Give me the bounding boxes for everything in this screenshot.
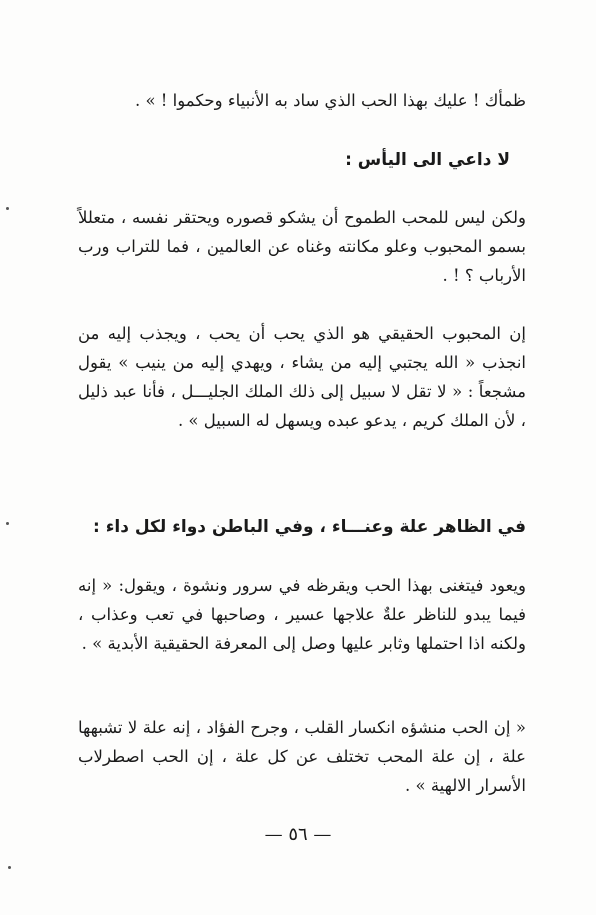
opening-line [78, 86, 526, 115]
paragraph-4 [78, 713, 526, 800]
paragraph-1 [78, 203, 526, 290]
section-heading-outward-inward: في الظاهر علة وعنـــاء ، وفي الباطن دواء لكل داء : [92, 517, 526, 537]
opening-line-text: ظمأك ! عليك بهذا الحب الذي ساد به الأنبياء وحكموا ! » . [134, 91, 526, 110]
paragraph-1-text: ولكن ليس للمحب الطموح أن يشكو قصوره ويحتقر نفسه ، متعللاً بسمو المحبوب وعلو مكانته وغناه عن العالمين ، فما للتراب ورب الأرباب ؟ ! . [78, 208, 526, 285]
paragraph-3 [78, 571, 526, 658]
section-heading-despair: لا داعي الى اليأس : [345, 150, 510, 170]
paragraph-3-text: ويعود فيتغنى بهذا الحب ويقرظه في سرور ونشوة ، ويقول: « إنه فيما يبدو للناظر علةٌ علاجها عسير ، وصاحبها في تعب وعذاب ، ولكنه اذا احتملها وثابر عليها وصل إلى المعرفة الحقيقية الأبدية » . [78, 576, 526, 653]
paragraph-2 [78, 319, 526, 435]
paragraph-2-text: إن المحبوب الحقيقي هو الذي يحب أن يحب ، ويجذب إليه من انجذب « الله يجتبي إليه من يشاء ، ويهدي إليه من ينيب » يقول مشجعاً : « لا تقل لا سبيل إلى ذلك الملك الجليـــل ، فأنا عبد ذليل ، لأن الملك كريم ، يدعو عبده ويسهل له السبيل » . [78, 324, 526, 430]
margin-mark [6, 522, 9, 525]
paragraph-4-text: « إن الحب منشؤه انكسار القلب ، وجرح الفؤاد ، إنه علة لا تشبهها علة ، إن علة المحب تختلف عن كل علة ، إن الحب اصطرلاب الأسرار الالهية » . [78, 718, 526, 795]
page-number: — ٥٦ — [264, 824, 332, 845]
margin-mark [6, 207, 9, 210]
margin-mark [8, 866, 11, 869]
